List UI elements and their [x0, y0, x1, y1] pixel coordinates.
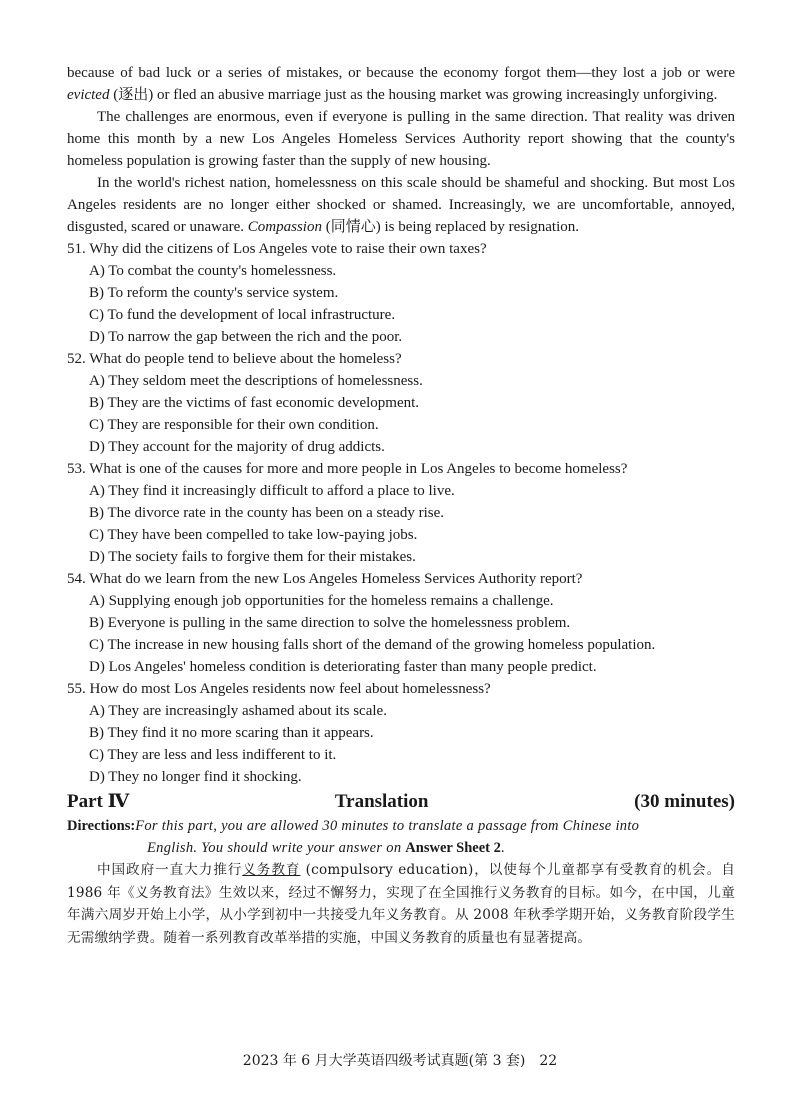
question-stem: 54. What do we learn from the new Los Angeles Homeless Services Authority report? — [67, 571, 583, 587]
question-stem: 52. What do people tend to believe about the homeless? — [67, 351, 402, 367]
answer-option: A) Supplying enough job opportunities for the homeless remains a challenge. — [89, 593, 554, 609]
answer-option: B) They find it no more scaring than it appears. — [89, 725, 374, 741]
text: (同情心) is being replaced by resignation. — [321, 219, 579, 235]
question-stem: 53. What is one of the causes for more and more people in Los Angeles to become homeless? — [67, 461, 628, 477]
answer-option: A) They are increasingly ashamed about its scale. — [89, 703, 387, 719]
text: (compulsory education)，以使每个儿童都享有受教育的机会。自 1986 年《义务教育法》生效以来，经过不懈努力，实现了在全国推行义务教育的目标。如今，在中国，儿童年满六周岁开始上小学，从小学到初中一共接受九年义务教育。从 2008 年秋季学期开始，义务教育阶段学生无需缴纳学费。随着一系列教育改革举措的实施，中国义务教育的质量也有显著提高。 — [67, 862, 735, 946]
question — [67, 238, 735, 348]
passage-paragraph — [67, 172, 735, 238]
answer-option: B) They are the victims of fast economic development. — [89, 395, 420, 411]
text: (逐出) or fled an abusive marriage just as the housing market was growing increasingly unforgiving. — [109, 87, 718, 103]
text: In the world's richest nation, homelessness on this scale should be shameful and shocking. But most Los Angeles residents are no longer either shocked or shamed. Increasingly, we are uncomfortable, annoyed, disgusted, scared or unaware. — [67, 175, 735, 235]
underlined-term: 义务教育 — [242, 862, 301, 878]
text: 中国政府一直大力推行 — [97, 862, 243, 878]
answer-option: A) To combat the county's homelessness. — [89, 263, 337, 279]
page-body — [67, 62, 735, 949]
answer-option: A) They find it increasingly difficult to afford a place to live. — [89, 483, 455, 499]
text: . — [500, 840, 505, 856]
question — [67, 568, 735, 678]
answer-option: B) Everyone is pulling in the same direction to solve the homelessness problem. — [89, 615, 571, 631]
answer-option: C) They are responsible for their own condition. — [89, 417, 379, 433]
answer-option: D) They account for the majority of drug addicts. — [89, 439, 385, 455]
answer-option: C) To fund the development of local infrastructure. — [89, 307, 396, 323]
directions-label: Directions: — [67, 818, 136, 834]
answer-option: C) They are less and less indifferent to it. — [89, 747, 337, 763]
question — [67, 678, 735, 788]
directions — [67, 815, 735, 859]
emphasis: Compassion — [247, 219, 322, 235]
part-label: Part Ⅳ — [67, 791, 130, 812]
answer-option: D) They no longer find it shocking. — [89, 769, 302, 785]
part-title: Translation — [334, 791, 429, 812]
chinese-passage — [67, 859, 735, 949]
answer-option: D) Los Angeles' homeless condition is deteriorating faster than many people predict. — [89, 659, 597, 675]
directions-text: English. You should write your answer on — [147, 840, 406, 856]
answer-sheet: Answer Sheet 2 — [405, 840, 501, 856]
answer-option: C) They have been compelled to take low-paying jobs. — [89, 527, 418, 543]
answer-option: A) They seldom meet the descriptions of homelessness. — [89, 373, 423, 389]
passage-paragraph — [67, 62, 735, 106]
question — [67, 348, 735, 458]
part-time: (30 minutes) — [634, 791, 735, 812]
page-footer: 2023 年 6 月大学英语四级考试真题(第 3 套) 22 — [242, 1053, 558, 1069]
question-list — [67, 238, 735, 788]
answer-option: B) To reform the county's service system. — [89, 285, 339, 301]
question-stem: 51. Why did the citizens of Los Angeles vote to raise their own taxes? — [67, 241, 487, 257]
part-heading — [67, 789, 735, 815]
answer-option: C) The increase in new housing falls short of the demand of the growing homeless population. — [89, 637, 656, 653]
directions-text: For this part, you are allowed 30 minutes to translate a passage from Chinese into — [135, 818, 640, 834]
answer-option: D) The society fails to forgive them for their mistakes. — [89, 549, 416, 565]
text: because of bad luck or a series of mistakes, or because the economy forgot them—they lost a job or were — [67, 65, 735, 81]
emphasis: evicted — [67, 87, 110, 103]
question — [67, 458, 735, 568]
answer-option: D) To narrow the gap between the rich and the poor. — [89, 329, 403, 345]
passage-paragraph: The challenges are enormous, even if everyone is pulling in the same direction. That reality was driven home this month by a new Los Angeles Homeless Services Authority report showing that the county's homeless population is growing faster than the supply of new housing. — [67, 109, 735, 169]
question-stem: 55. How do most Los Angeles residents now feel about homelessness? — [67, 681, 491, 697]
answer-option: B) The divorce rate in the county has been on a steady rise. — [89, 505, 445, 521]
